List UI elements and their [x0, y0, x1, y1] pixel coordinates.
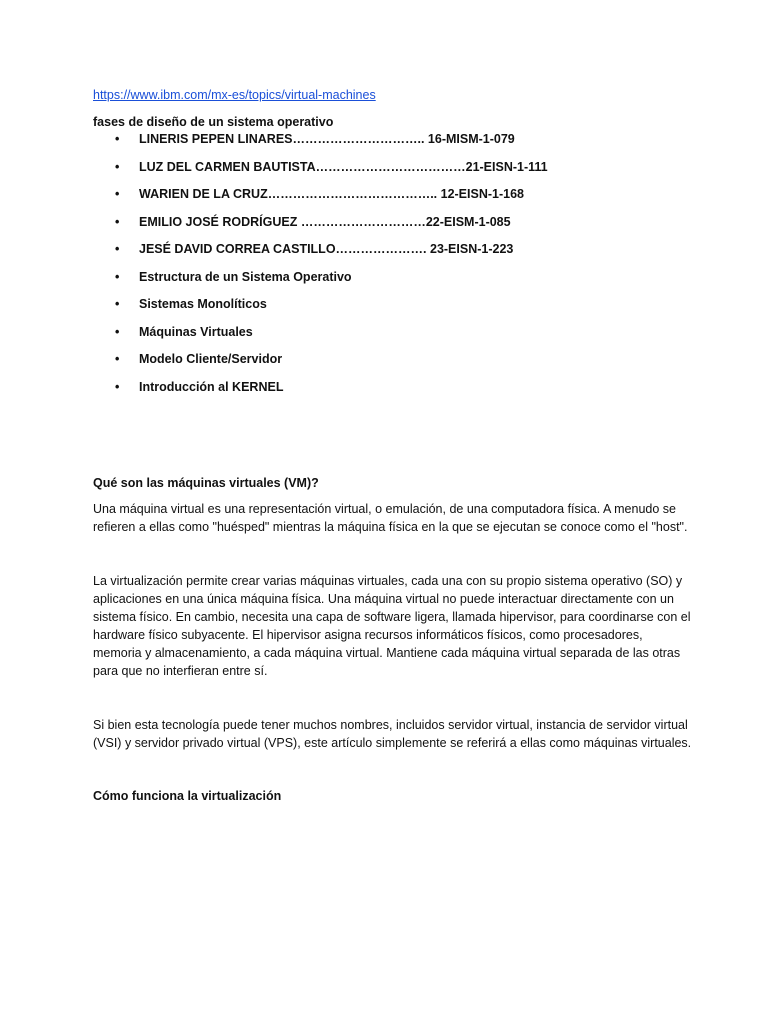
list-item	[93, 214, 693, 231]
vm-heading: Qué son las máquinas virtuales (VM)?	[93, 475, 319, 490]
topic-text: Introducción al KERNEL	[139, 379, 284, 394]
topics-list	[93, 269, 693, 396]
paragraph: Una máquina virtual es una representación virtual, o emulación, de una computadora física. A menudo se refieren a ellas como "huésped" mientras la máquina física en la que se ejecutan se conoce como el "host".	[93, 501, 688, 534]
members-list	[93, 131, 693, 258]
bullet-icon: •	[115, 132, 120, 146]
subject-heading: fases de diseño de un sistema operativo	[93, 115, 334, 129]
how-heading: Cómo funciona la virtualización	[93, 788, 282, 803]
topic-text: Sistemas Monolíticos	[139, 297, 267, 312]
list-item	[93, 351, 693, 368]
bullet-icon: •	[115, 324, 120, 339]
topic-text: Modelo Cliente/Servidor	[139, 352, 283, 367]
bullet-icon: •	[115, 187, 120, 202]
bullet-icon: •	[115, 379, 120, 394]
member-text: LINERIS PEPEN LINARES………………………….. 16-MISM-1-079	[139, 132, 515, 146]
list-item	[93, 159, 693, 176]
list-item	[93, 269, 693, 286]
list-item	[93, 324, 693, 341]
bullet-icon: •	[115, 159, 120, 174]
bullet-icon: •	[115, 352, 120, 367]
list-item	[93, 379, 693, 396]
source-link[interactable]: https://www.ibm.com/mx-es/topics/virtual-machines	[93, 88, 376, 102]
list-item	[93, 296, 693, 313]
list-item	[93, 241, 693, 258]
topic-text: Máquinas Virtuales	[139, 324, 253, 339]
list-item	[93, 131, 693, 148]
member-text: EMILIO JOSÉ RODRÍGUEZ …………………………22-EISM-1-085	[139, 214, 511, 229]
paragraph: La virtualización permite crear varias máquinas virtuales, cada una con su propio sistema operativo (SO) y aplicaciones en una única máquina física. Una máquina virtual no puede interactuar directamente con un sistema físico. En cambio, necesita una capa de software ligera, llamada hipervisor, para coordinarse con el hardware físico subyacente. El hipervisor asigna recursos informáticos físicos, como procesadores, memoria y almacenamiento, a cada máquina virtual. Mantiene cada máquina virtual separada de las otras para que no interfieran entre sí.	[93, 573, 691, 678]
member-text: JESÉ DAVID CORREA CASTILLO…………………. 23-EISN-1-223	[139, 242, 514, 257]
member-text: LUZ DEL CARMEN BAUTISTA………………………………21-EISN-1-111	[139, 159, 548, 174]
member-text: WARIEN DE LA CRUZ………………………………….. 12-EISN-1-168	[139, 187, 524, 202]
topic-text: Estructura de un Sistema Operativo	[139, 269, 352, 284]
bullet-icon: •	[115, 214, 120, 229]
list-item	[93, 186, 693, 203]
bullet-icon: •	[115, 269, 120, 284]
bullet-icon: •	[115, 297, 120, 312]
document-page	[93, 86, 693, 805]
paragraph: Si bien esta tecnología puede tener muchos nombres, incluidos servidor virtual, instancia de servidor virtual (VSI) y servidor privado virtual (VPS), este artículo simplemente se referirá a ellas como máquinas virtuales.	[93, 717, 692, 750]
bullet-icon: •	[115, 242, 120, 257]
